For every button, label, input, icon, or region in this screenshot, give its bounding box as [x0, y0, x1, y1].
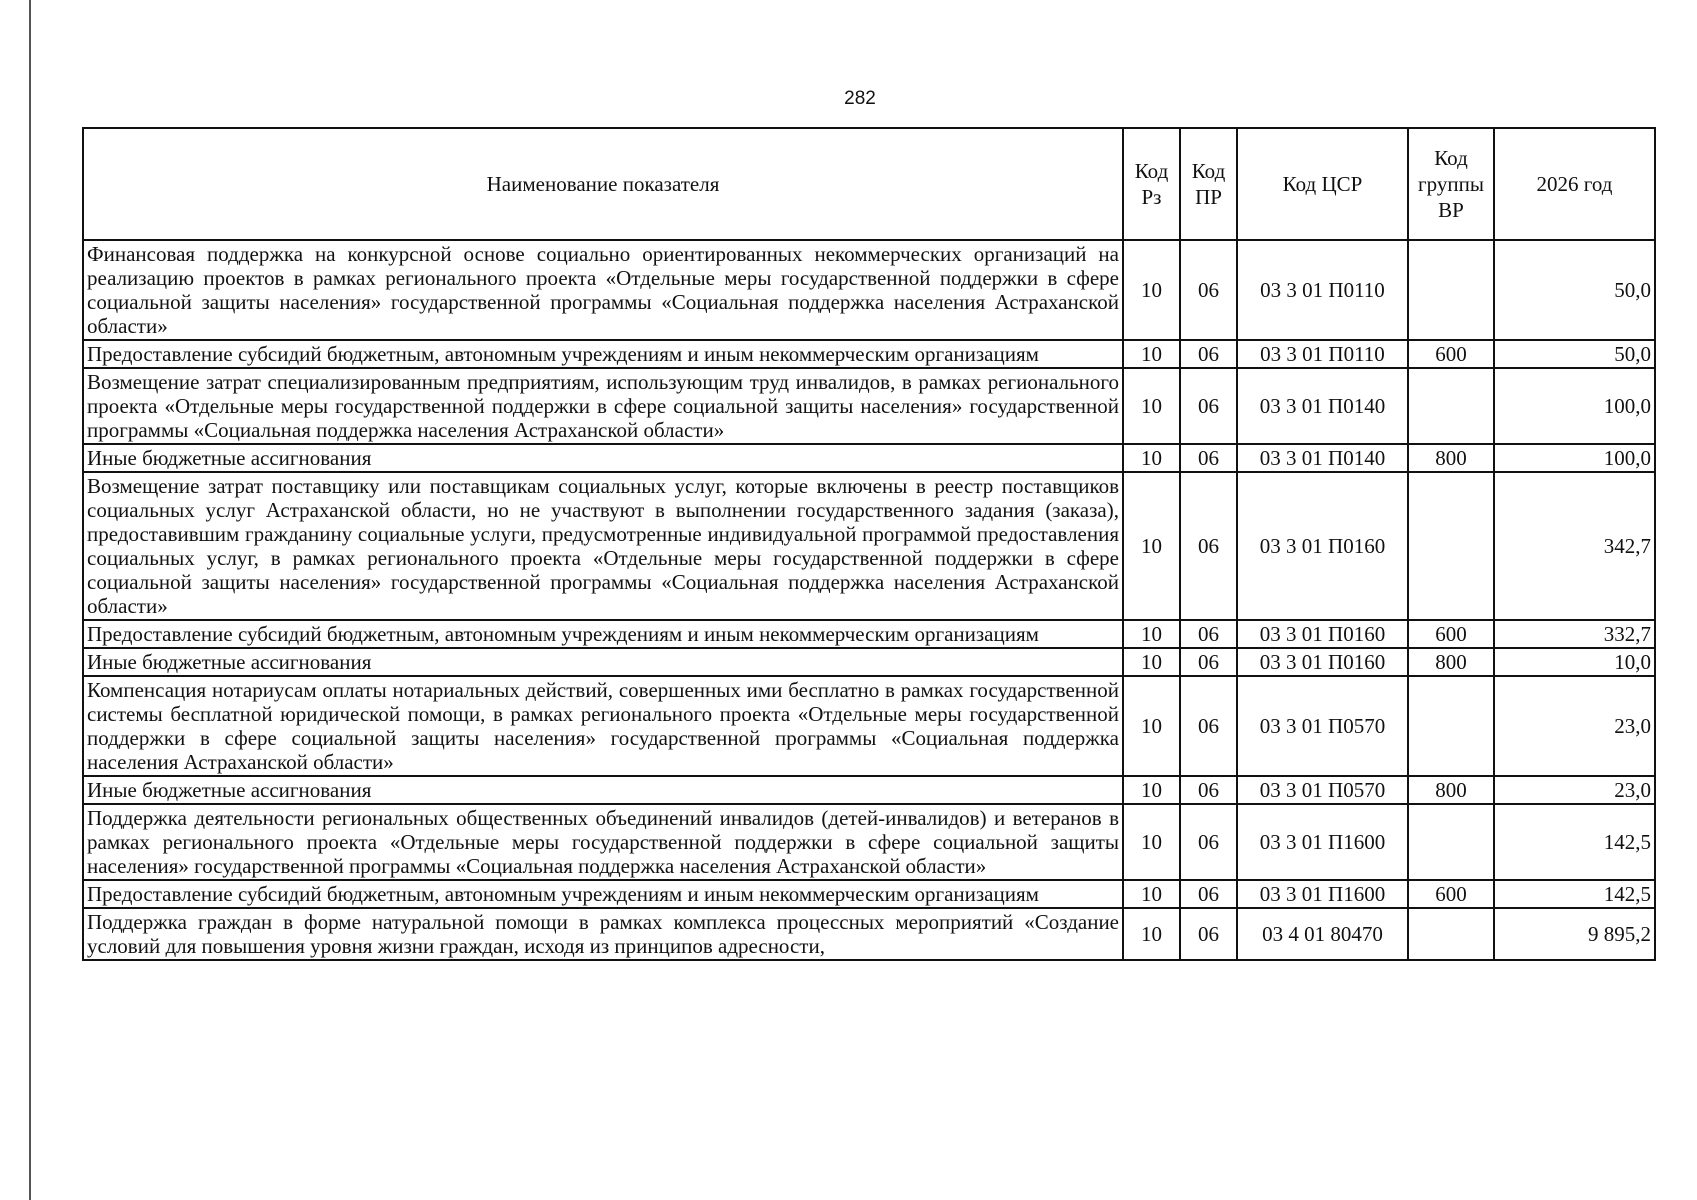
row-csr: 03 3 01 П0110: [1237, 340, 1408, 368]
row-vr: [1408, 368, 1494, 444]
row-csr: 03 3 01 П0160: [1237, 648, 1408, 676]
row-pr: 06: [1180, 648, 1237, 676]
row-pr: 06: [1180, 340, 1237, 368]
row-value: 100,0: [1494, 368, 1655, 444]
row-rz: 10: [1123, 804, 1180, 880]
row-rz: 10: [1123, 880, 1180, 908]
row-vr: 800: [1408, 444, 1494, 472]
header-csr: Код ЦСР: [1237, 128, 1408, 240]
row-value: 342,7: [1494, 472, 1655, 620]
row-value: 10,0: [1494, 648, 1655, 676]
row-vr: [1408, 804, 1494, 880]
row-vr: 600: [1408, 340, 1494, 368]
row-pr: 06: [1180, 368, 1237, 444]
row-rz: 10: [1123, 472, 1180, 620]
row-name: Предоставление субсидий бюджетным, автономным учреждениям и иным некоммерческим организациям: [83, 620, 1123, 648]
row-name: Предоставление субсидий бюджетным, автономным учреждениям и иным некоммерческим организациям: [83, 340, 1123, 368]
row-name: Финансовая поддержка на конкурсной основе социально ориентированных некоммерческих организаций на реализацию проектов в рамках регионального проекта «Отдельные меры государственной поддержки в сфере социальной защиты населения» государственной программы «Социальная поддержка населения Астраханской области»: [83, 240, 1123, 340]
row-pr: 06: [1180, 804, 1237, 880]
row-vr: 600: [1408, 620, 1494, 648]
row-csr: 03 3 01 П0140: [1237, 368, 1408, 444]
row-csr: 03 3 01 П0160: [1237, 620, 1408, 648]
row-pr: 06: [1180, 908, 1237, 960]
table-row: [83, 444, 1655, 472]
row-csr: 03 4 01 80470: [1237, 908, 1408, 960]
row-name: Возмещение затрат специализированным предприятиям, использующим труд инвалидов, в рамках регионального проекта «Отдельные меры государственной поддержки в сфере социальной защиты населения» государственной программы «Социальная поддержка населения Астраханской области»: [83, 368, 1123, 444]
row-vr: 800: [1408, 776, 1494, 804]
row-name: Возмещение затрат поставщику или поставщикам социальных услуг, которые включены в реестр поставщиков социальных услуг Астраханской области, но не участвуют в выполнении государственного задания (заказа), предоставившим гражданину социальные услуги, предусмотренные индивидуальной программой предоставления социальных услуг, в рамках регионального проекта «Отдельные меры государственной поддержки в сфере социальной защиты населения» государственной программы «Социальная поддержка населения Астраханской области»: [83, 472, 1123, 620]
row-csr: 03 3 01 П1600: [1237, 804, 1408, 880]
header-pr: Код ПР: [1180, 128, 1237, 240]
table-row: [83, 880, 1655, 908]
row-name: Поддержка граждан в форме натуральной помощи в рамках комплекса процессных мероприятий «Создание условий для повышения уровня жизни граждан, исходя из принципов адресности,: [83, 908, 1123, 960]
row-name: Компенсация нотариусам оплаты нотариальных действий, совершенных ими бесплатно в рамках государственной системы бесплатной юридической помощи, в рамках регионального проекта «Отдельные меры государственной поддержки в сфере социальной защиты населения» государственной программы «Социальная поддержка населения Астраханской области»: [83, 676, 1123, 776]
row-csr: 03 3 01 П0570: [1237, 676, 1408, 776]
row-vr: 600: [1408, 880, 1494, 908]
row-csr: 03 3 01 П0140: [1237, 444, 1408, 472]
row-value: 50,0: [1494, 340, 1655, 368]
row-value: 142,5: [1494, 804, 1655, 880]
table-row: [83, 368, 1655, 444]
binding-margin-line: [29, 0, 31, 1200]
row-value: 332,7: [1494, 620, 1655, 648]
budget-table: [82, 127, 1656, 961]
row-csr: 03 3 01 П1600: [1237, 880, 1408, 908]
table-row: [83, 340, 1655, 368]
row-rz: 10: [1123, 620, 1180, 648]
row-name: Иные бюджетные ассигнования: [83, 648, 1123, 676]
row-vr: [1408, 676, 1494, 776]
header-year: 2026 год: [1494, 128, 1655, 240]
row-csr: 03 3 01 П0160: [1237, 472, 1408, 620]
row-pr: 06: [1180, 880, 1237, 908]
table-row: [83, 472, 1655, 620]
row-rz: 10: [1123, 368, 1180, 444]
row-vr: [1408, 472, 1494, 620]
header-vr: Код группы ВР: [1408, 128, 1494, 240]
row-rz: 10: [1123, 340, 1180, 368]
row-rz: 10: [1123, 240, 1180, 340]
page-number: 282: [844, 88, 876, 109]
row-value: 50,0: [1494, 240, 1655, 340]
row-vr: 800: [1408, 648, 1494, 676]
row-name: Предоставление субсидий бюджетным, автономным учреждениям и иным некоммерческим организациям: [83, 880, 1123, 908]
row-value: 9 895,2: [1494, 908, 1655, 960]
row-rz: 10: [1123, 776, 1180, 804]
table-row: [83, 676, 1655, 776]
table-row: [83, 776, 1655, 804]
row-name: Иные бюджетные ассигнования: [83, 444, 1123, 472]
row-pr: 06: [1180, 776, 1237, 804]
row-name: Поддержка деятельности региональных общественных объединений инвалидов (детей-инвалидов) и ветеранов в рамках регионального проекта «Отдельные меры государственной поддержки в сфере социальной защиты населения» государственной программы «Социальная поддержка населения Астраханской области»: [83, 804, 1123, 880]
row-pr: 06: [1180, 676, 1237, 776]
row-rz: 10: [1123, 648, 1180, 676]
row-rz: 10: [1123, 908, 1180, 960]
table-row: [83, 804, 1655, 880]
row-vr: [1408, 908, 1494, 960]
table-row: [83, 240, 1655, 340]
table-row: [83, 620, 1655, 648]
row-rz: 10: [1123, 676, 1180, 776]
row-value: 100,0: [1494, 444, 1655, 472]
header-name: Наименование показателя: [83, 128, 1123, 240]
row-pr: 06: [1180, 620, 1237, 648]
row-pr: 06: [1180, 240, 1237, 340]
row-pr: 06: [1180, 472, 1237, 620]
row-csr: 03 3 01 П0570: [1237, 776, 1408, 804]
row-value: 23,0: [1494, 776, 1655, 804]
table-row: [83, 908, 1655, 960]
header-rz: Код Рз: [1123, 128, 1180, 240]
row-csr: 03 3 01 П0110: [1237, 240, 1408, 340]
row-name: Иные бюджетные ассигнования: [83, 776, 1123, 804]
row-rz: 10: [1123, 444, 1180, 472]
table-header-row: [83, 128, 1655, 240]
row-value: 142,5: [1494, 880, 1655, 908]
table-row: [83, 648, 1655, 676]
row-pr: 06: [1180, 444, 1237, 472]
row-vr: [1408, 240, 1494, 340]
row-value: 23,0: [1494, 676, 1655, 776]
